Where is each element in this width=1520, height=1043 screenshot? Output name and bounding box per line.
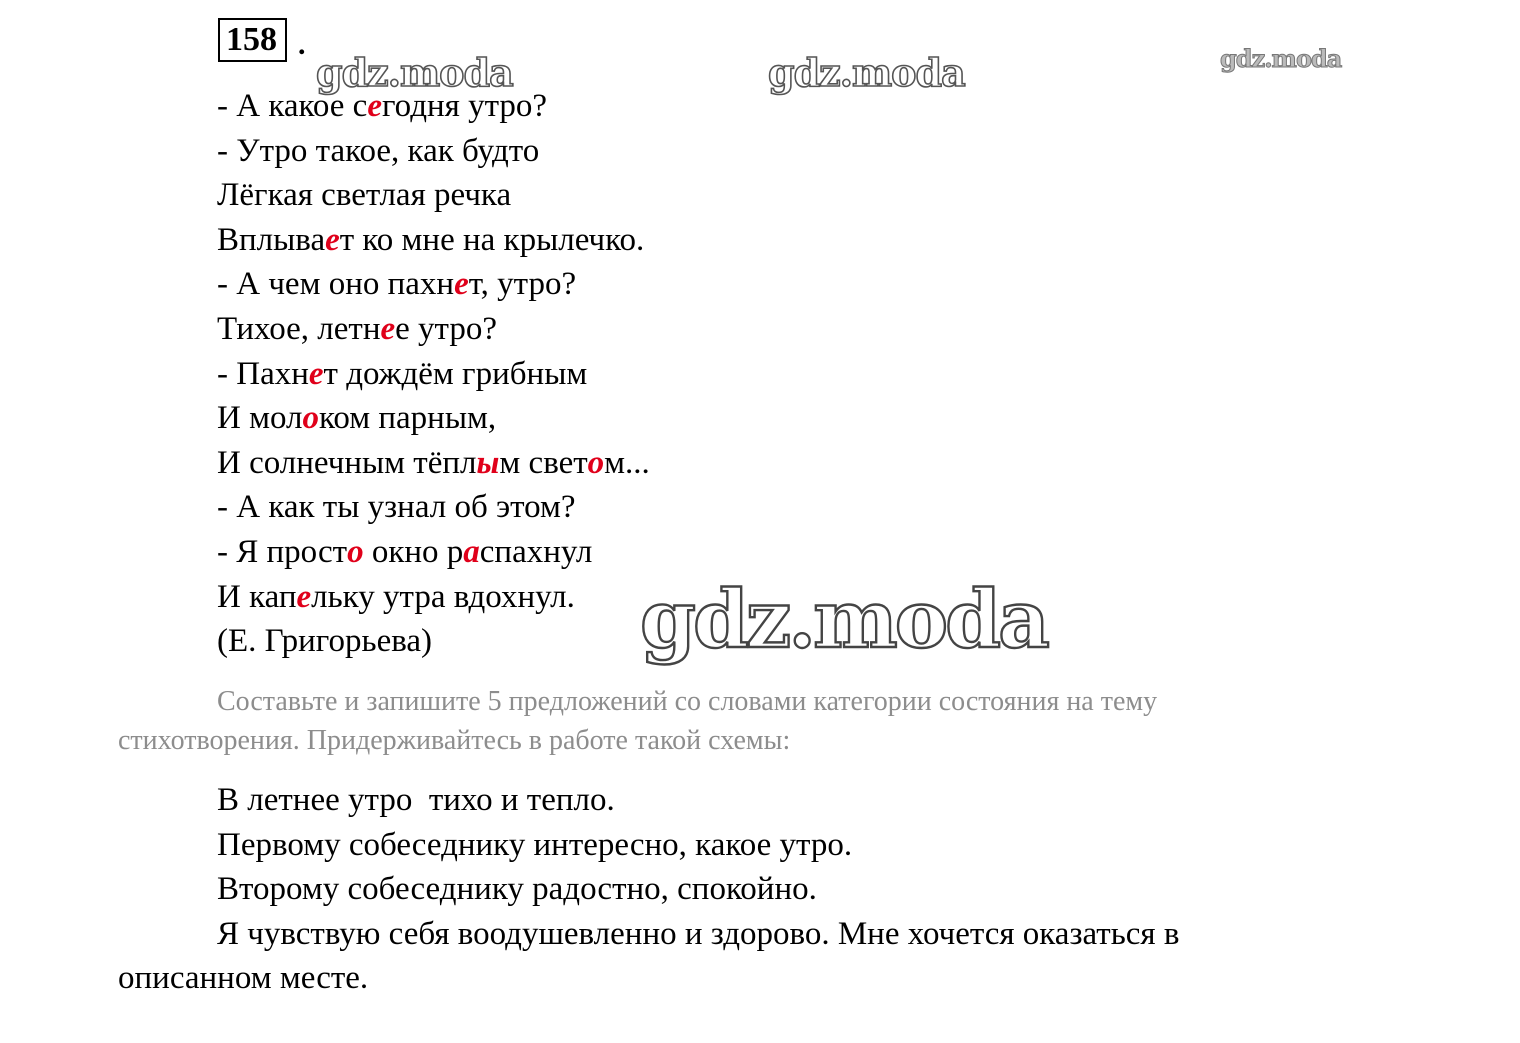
- highlighted-letter: а: [463, 533, 480, 570]
- highlighted-letter: о: [347, 533, 364, 570]
- poem-line: [217, 530, 650, 575]
- poem-text: м...: [604, 444, 650, 481]
- poem-text: ком парным,: [319, 400, 497, 437]
- task-instruction: [118, 682, 1378, 760]
- poem-line: [217, 173, 650, 218]
- highlighted-letter: о: [587, 444, 605, 481]
- poem-line: [217, 441, 650, 486]
- instruction-line-2: стихотворения. Придерживайтесь в работе такой схемы:: [118, 725, 791, 756]
- answer-line-4: Я чувствую себя воодушевленно и здорово. Мне хочется оказаться в: [217, 915, 1180, 952]
- watermark: gdz.moda: [640, 572, 1047, 666]
- highlighted-letter: е: [296, 578, 312, 615]
- watermark: gdz.moda: [316, 50, 513, 95]
- watermark: gdz.moda: [1220, 44, 1342, 73]
- poem-line: [217, 619, 650, 664]
- highlighted-letter: е: [308, 355, 324, 392]
- highlighted-letter: е: [454, 266, 469, 303]
- poem-text: И мол: [217, 400, 303, 437]
- poem-text: льку утра вдохнул.: [311, 578, 575, 615]
- instruction-line-1: Составьте и запишите 5 предложений со словами категории состояния на тему: [217, 686, 1158, 717]
- poem-line: [217, 307, 650, 352]
- poem-line: [217, 396, 650, 441]
- poem-line: [217, 262, 650, 307]
- poem-text: Вплыва: [217, 221, 326, 258]
- highlighted-letter: ы: [476, 444, 500, 481]
- poem-text: годня утро?: [381, 88, 548, 124]
- poem-line: [217, 485, 650, 530]
- answer-text: [118, 778, 1398, 1001]
- answer-line-2: Первому собеседнику интересно, какое утро.: [217, 826, 853, 863]
- poem-text: - А чем оно пахн: [217, 266, 455, 303]
- poem-text: - Пахн: [217, 355, 309, 392]
- poem-text: - А какое с: [217, 88, 368, 124]
- poem-line: [217, 129, 650, 174]
- highlighted-letter: е: [367, 88, 382, 124]
- poem-text: е утро?: [395, 310, 498, 347]
- poem-text: И кап: [217, 578, 297, 615]
- poem-line: [217, 575, 650, 620]
- poem-text: м свет: [499, 444, 588, 481]
- poem-text: т дождём грибным: [323, 355, 588, 392]
- poem-line: [217, 218, 650, 263]
- highlighted-letter: о: [302, 400, 319, 437]
- task-number: 158: [226, 21, 277, 58]
- highlighted-letter: е: [380, 310, 396, 347]
- poem-line: [217, 352, 650, 397]
- poem: [217, 84, 650, 664]
- watermark: gdz.moda: [768, 50, 965, 95]
- poem-text: - Я прост: [217, 533, 348, 570]
- poem-text: окно р: [363, 533, 464, 570]
- poem-text: - Утро такое, как будто: [217, 132, 540, 169]
- answer-line-3: Второму собеседнику радостно, спокойно.: [217, 871, 817, 907]
- poem-text: т, утро?: [468, 266, 577, 303]
- poem-text: спахнул: [479, 533, 593, 570]
- answer-line-5: описанном месте.: [118, 960, 369, 996]
- answer-line-1: В летнее утро тихо и тепло.: [217, 782, 615, 818]
- poem-text: т ко мне на крылечко.: [339, 221, 645, 258]
- poem-text: Тихое, летн: [217, 310, 381, 347]
- poem-text: И солнечным тёпл: [217, 444, 477, 481]
- poem-text: - А как ты узнал об этом?: [217, 489, 576, 526]
- highlighted-letter: е: [325, 221, 340, 258]
- poem-text: Лёгкая светлая речка: [217, 177, 512, 214]
- task-number-box: [218, 18, 287, 62]
- task-number-dot: .: [298, 28, 306, 61]
- poem-text: (Е. Григорьева): [217, 623, 432, 660]
